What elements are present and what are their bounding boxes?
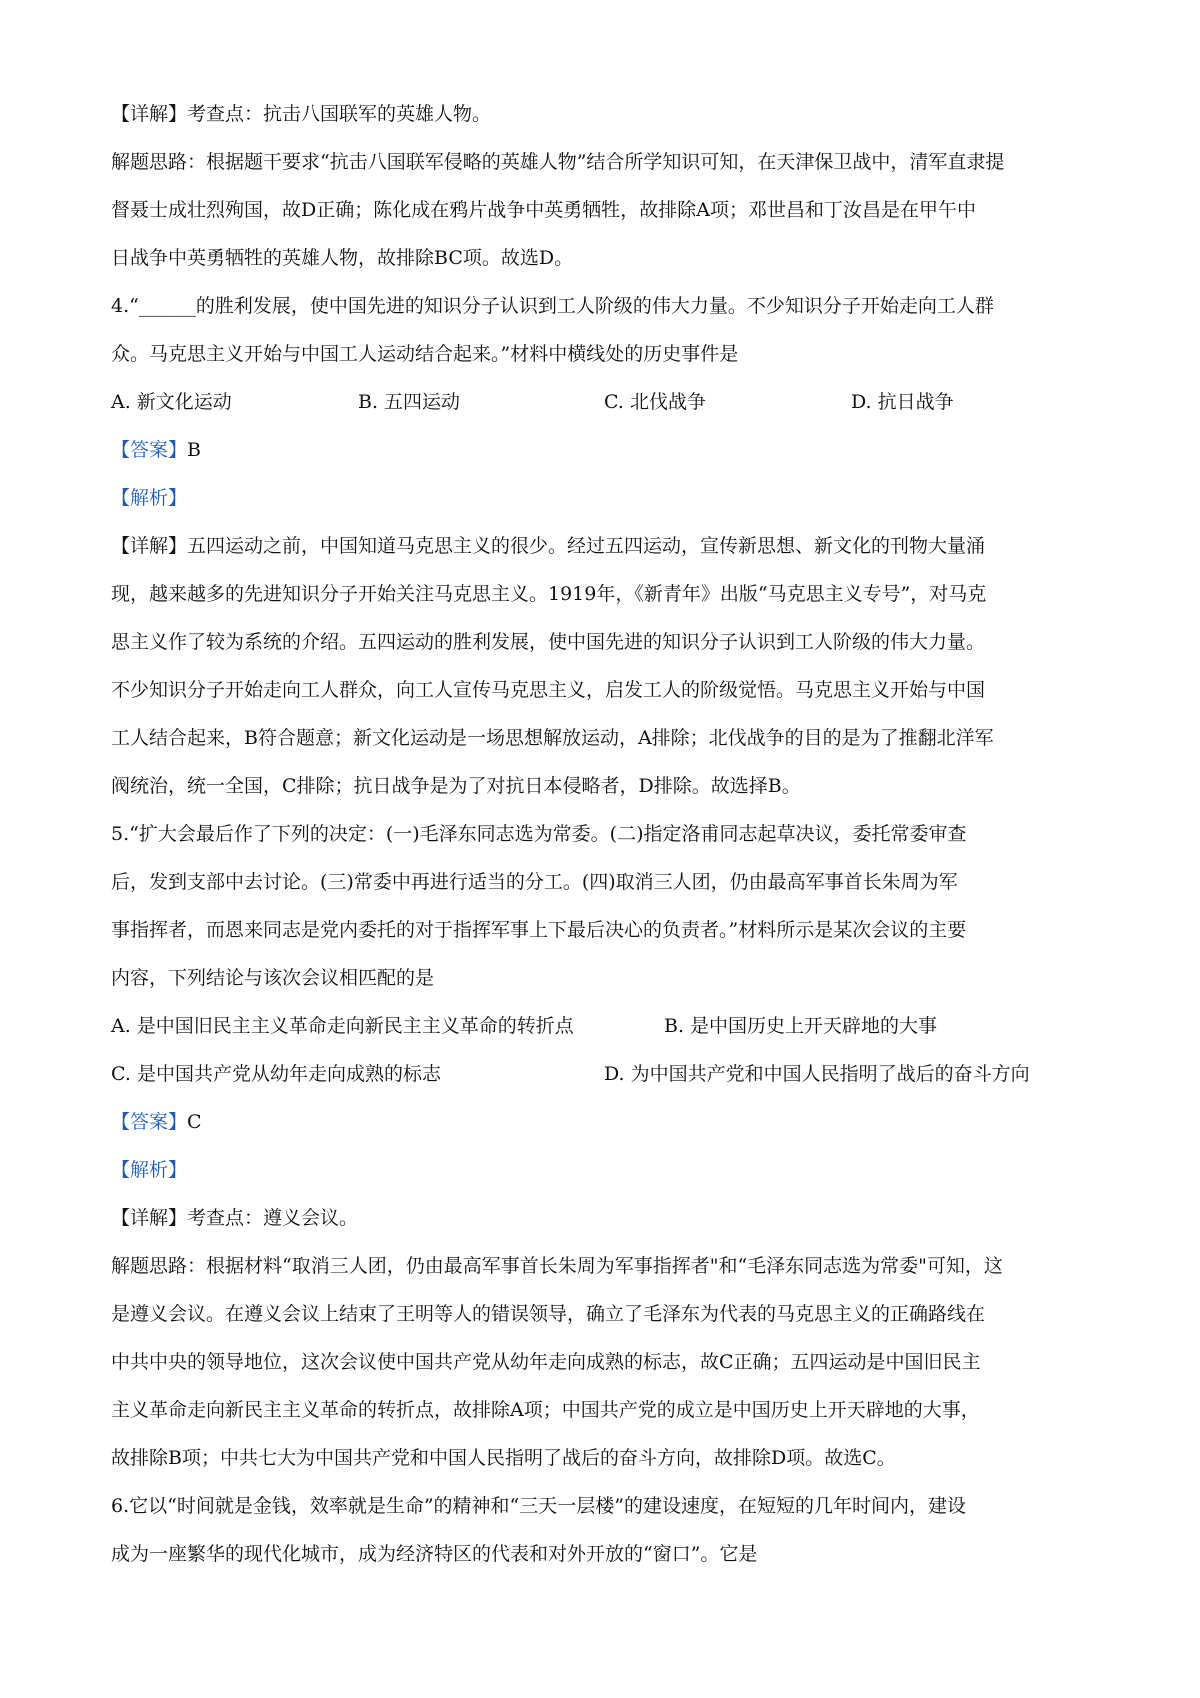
- q4-analysis-tag: 【解析】: [111, 487, 188, 509]
- q4-detail-line-2: 现，越来越多的先进知识分子开始关注马克思主义。1919年，《新青年》出版“马克思主义专号”，对马克: [111, 583, 987, 605]
- q4-options: [111, 389, 1111, 415]
- q3-detail: 【详解】考查点：抗击八国联军的英雄人物。: [111, 103, 492, 125]
- q5-analysis-line-2: 是遵义会议。在遵义会议上结束了王明等人的错误领导，确立了毛泽东为代表的马克思主义的正确路线在: [111, 1303, 986, 1325]
- q4-detail-line-5: 工人结合起来，B符合题意；新文化运动是一场思想解放运动，A排除；北伐战争的目的是为了推翻北洋军: [111, 727, 994, 749]
- q4-detail-line-6: 阀统治，统一全国，C排除；抗日战争是为了对抗日本侵略者，D排除。故选择B。: [111, 775, 801, 797]
- q5-option-b: B. 是中国历史上开天辟地的大事: [664, 1015, 938, 1037]
- q5-options-row-1: [111, 1013, 1111, 1039]
- q4-detail-line-4: 不少知识分子开始走向工人群众，向工人宣传马克思主义，启发工人的阶级觉悟。马克思主义开始与中国: [111, 679, 986, 701]
- q3-analysis-line-3: 日战争中英勇牺牲的英雄人物，故排除BC项。故选D。: [111, 247, 574, 269]
- q5-option-a: A. 是中国旧民主主义革命走向新民主主义革命的转折点: [111, 1015, 574, 1037]
- q5-stem-line-4: 内容，下列结论与该次会议相匹配的是: [111, 967, 435, 989]
- q4-answer: [111, 437, 201, 463]
- q4-stem-line-1: 4.“______的胜利发展，使中国先进的知识分子认识到工人阶级的伟大力量。不少知识分子开始走向工人群: [111, 295, 994, 317]
- q4-stem-line-2: 众。马克思主义开始与中国工人运动结合起来。”材料中横线处的历史事件是: [111, 343, 739, 365]
- q3-analysis-line-1: 解题思路：根据题干要求“抗击八国联军侵略的英雄人物”结合所学知识可知，在天津保卫战中，清军直隶提: [111, 151, 1005, 173]
- q4-detail-line-3: 思主义作了较为系统的介绍。五四运动的胜利发展，使中国先进的知识分子认识到工人阶级的伟大力量。: [111, 631, 986, 653]
- q4-detail-line-1: 【详解】五四运动之前，中国知道马克思主义的很少。经过五四运动，宣传新思想、新文化的刊物大量涌: [111, 535, 986, 557]
- q4-answer-value: B: [187, 439, 201, 461]
- q5-analysis-line-4: 主义革命走向新民主主义革命的转折点，故排除A项；中国共产党的成立是中国历史上开天辟地的大事，: [111, 1399, 980, 1421]
- q6-stem-line-1: 6.它以“时间就是金钱，效率就是生命”的精神和“三天一层楼”的建设速度，在短短的几年时间内，建设: [111, 1495, 966, 1517]
- q5-detail: 【详解】考查点：遵义会议。: [111, 1207, 359, 1229]
- q4-option-b: B. 五四运动: [358, 391, 461, 413]
- q5-options-row-2: [111, 1061, 1111, 1087]
- q6-stem-line-2: 成为一座繁华的现代化城市，成为经济特区的代表和对外开放的“窗口”。它是: [111, 1543, 758, 1565]
- q5-analysis-line-5: 故排除B项；中共七大为中国共产党和中国人民指明了战后的奋斗方向，故排除D项。故选C。: [111, 1447, 896, 1469]
- q5-stem-line-1: 5.“扩大会最后作了下列的决定：(一)毛泽东同志选为常委。(二)指定洛甫同志起草决议，委托常委审查: [111, 823, 967, 845]
- q5-answer-tag: 【答案】: [111, 1111, 188, 1133]
- q5-analysis-tag: 【解析】: [111, 1159, 188, 1181]
- q5-stem-line-2: 后，发到支部中去讨论。(三)常委中再进行适当的分工。(四)取消三人团，仍由最高军事首长朱周为军: [111, 871, 958, 893]
- q5-analysis-line-1: 解题思路：根据材料“取消三人团，仍由最高军事首长朱周为军事指挥者"和“毛泽东同志选为常委"可知，这: [111, 1255, 1003, 1277]
- q4-option-c: C. 北伐战争: [604, 391, 706, 413]
- q4-option-d: D. 抗日战争: [851, 391, 954, 413]
- q5-option-c: C. 是中国共产党从幼年走向成熟的标志: [111, 1063, 441, 1085]
- q4-option-a: A. 新文化运动: [111, 391, 232, 413]
- q5-answer-value: C: [187, 1111, 202, 1133]
- q5-stem-line-3: 事指挥者，而恩来同志是党内委托的对于指挥军事上下最后决心的负责者。”材料所示是某次会议的主要: [111, 919, 967, 941]
- q5-analysis-line-3: 中共中央的领导地位，这次会议使中国共产党从幼年走向成熟的标志，故C正确；五四运动是中国旧民主: [111, 1351, 981, 1373]
- q5-option-d: D. 为中国共产党和中国人民指明了战后的奋斗方向: [604, 1063, 1030, 1085]
- q5-answer: [111, 1109, 202, 1135]
- q4-answer-tag: 【答案】: [111, 439, 188, 461]
- q3-analysis-line-2: 督聂士成壮烈殉国，故D正确；陈化成在鸦片战争中英勇牺牲，故排除A项；邓世昌和丁汝昌是在甲午中: [111, 199, 976, 221]
